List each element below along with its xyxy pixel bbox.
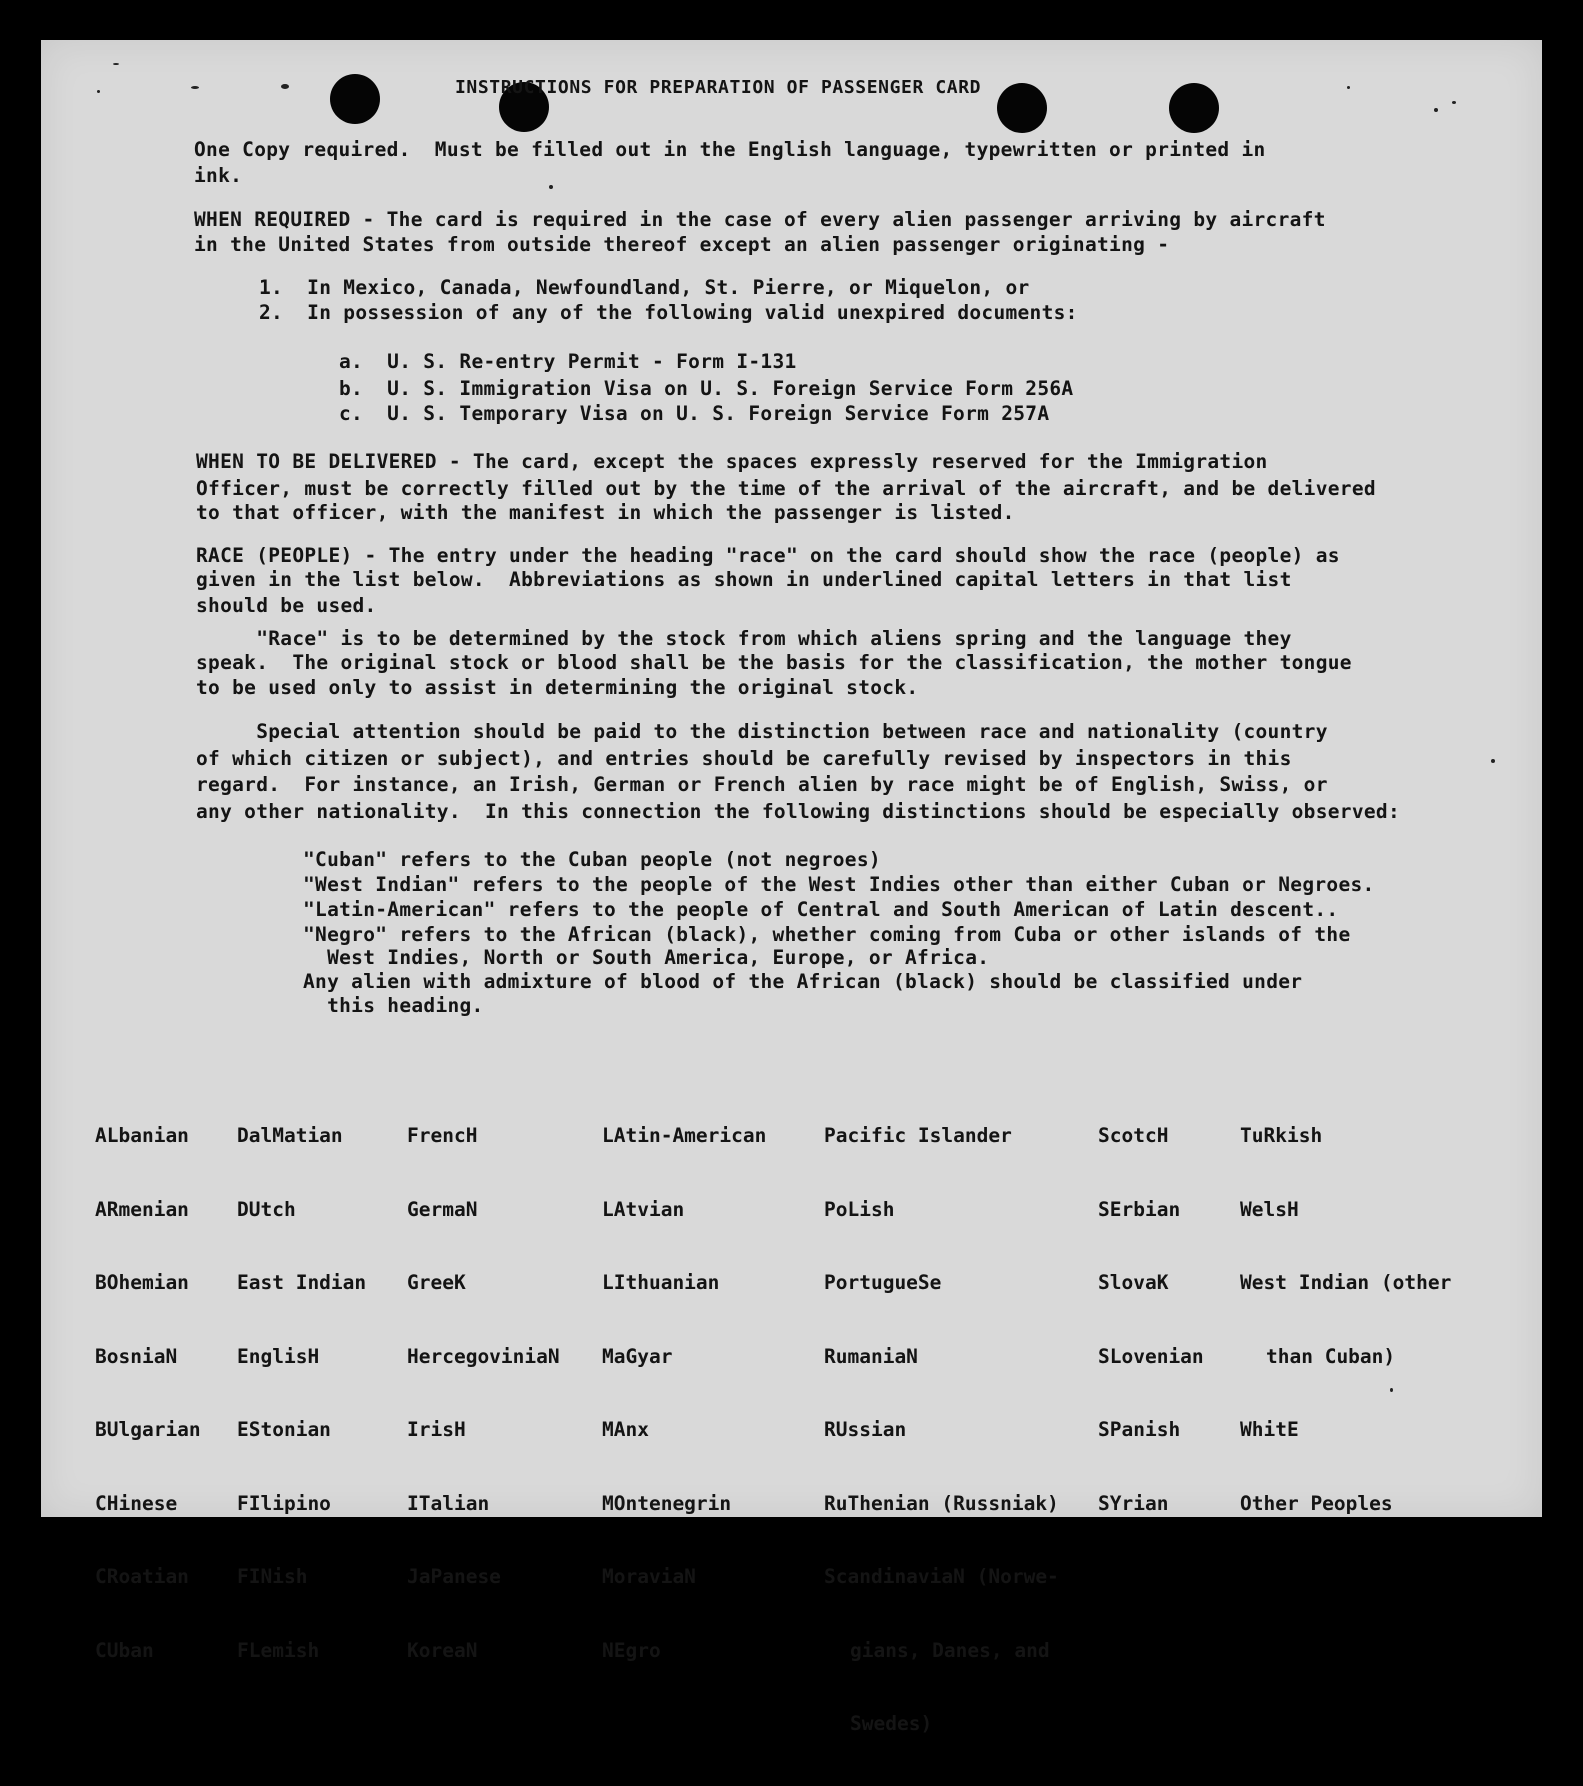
scan-speck [1452,101,1456,104]
race-list-column [1240,1075,1451,1565]
race-definition-line: speak. The original stock or blood shall be the basis for the classification, the mother tongue [196,651,1352,674]
special-attention-line: of which citizen or subject), and entries should be carefully revised by inspectors in this [196,747,1292,770]
race-list-item: SErbian [1098,1197,1181,1221]
race-list-item: JaPanese [407,1565,501,1588]
distinction-line: West Indies, North or South America, Europe, or Africa. [303,946,990,969]
race-list-item: HercegoviniaN [407,1344,560,1368]
race-list-item: CRoatian [95,1565,189,1588]
race-list-item: EnglisH [237,1344,320,1368]
race-list-column [602,1075,766,1712]
when-delivered-line: WHEN TO BE DELIVERED - The card, except the spaces expressly reserved for the Immigration [196,450,1268,473]
race-list-column [1098,1075,1204,1565]
race-list-item-continued: Swedes) [850,1712,933,1735]
race-list-item: IrisH [407,1418,466,1441]
race-list-item: MOntenegrin [602,1491,732,1515]
race-people-line: RACE (PEOPLE) - The entry under the heading "race" on the card should show the race (people) as [196,544,1340,567]
race-list-column [824,1075,1059,1786]
race-list-item: NEgro [602,1638,661,1662]
document-item: b. U. S. Immigration Visa on U. S. Foreign Service Form 256A [339,377,1074,400]
race-list-item: SPanish [1098,1418,1181,1441]
race-list-item: PortugueSe [824,1271,942,1294]
race-list-item: ITalian [407,1491,490,1515]
punch-hole [1169,83,1219,133]
race-list-item: MaGyar [602,1344,673,1368]
special-attention-line: Special attention should be paid to the distinction between race and nationality (country [196,720,1328,743]
when-required-line: in the United States from outside thereof except an alien passenger originating - [194,233,1170,256]
race-list-item: CHinese [95,1491,178,1515]
race-list-item: RUssian [824,1418,907,1441]
race-list-item: ScotcH [1098,1124,1169,1147]
scan-speck [97,90,100,93]
punch-hole [330,74,380,124]
scan-speck [1347,86,1350,89]
intro-line: ink. [194,164,243,187]
race-list-item: SlovaK [1098,1271,1169,1294]
race-list-item: LAtin-American [602,1124,767,1147]
race-list-item: WelsH [1240,1197,1299,1221]
race-list-item: WhitE [1240,1418,1299,1441]
race-definition-line: to be used only to assist in determining the original stock. [196,676,919,699]
race-list-column [407,1075,560,1712]
intro-line: One Copy required. Must be filled out in the English language, typewritten or printed in [194,138,1266,161]
scan-speck [549,185,553,189]
race-list-column [237,1075,366,1712]
race-list-item-continued: than Cuban) [1266,1344,1396,1368]
race-list-item-continued: gians, Danes, and [850,1638,1050,1662]
punch-hole [997,83,1047,133]
distinction-line: "West Indian" refers to the people of the West Indies other than either Cuban or Negroes. [303,873,1375,896]
document-page [41,40,1542,1735]
race-list-item: FrencH [407,1124,478,1147]
race-list-item: SYrian [1098,1491,1169,1515]
race-list-item: BosniaN [95,1344,178,1368]
race-list-item: SLovenian [1098,1344,1204,1368]
race-list-item: MoraviaN [602,1565,696,1588]
race-list-item: GreeK [407,1271,466,1294]
numbered-item: 1. In Mexico, Canada, Newfoundland, St. Pierre, or Miquelon, or [259,276,1030,299]
when-delivered-line: Officer, must be correctly filled out by the time of the arrival of the aircraft, and be delivered [196,477,1376,500]
document-item: a. U. S. Re-entry Permit - Form I-131 [339,350,797,373]
race-list-column [95,1075,201,1712]
distinction-line: "Cuban" refers to the Cuban people (not negroes) [303,848,881,871]
race-list-item: RumaniaN [824,1344,918,1368]
race-list-item: DUtch [237,1197,296,1221]
race-list-item: Pacific Islander [824,1124,1012,1147]
race-list-item: ALbanian [95,1124,189,1147]
scan-speck [191,86,199,89]
distinction-line: "Negro" refers to the African (black), whether coming from Cuba or other islands of the [303,923,1351,946]
race-list-item: LIthuanian [602,1271,720,1294]
document-item: c. U. S. Temporary Visa on U. S. Foreign Service Form 257A [339,402,1050,425]
race-people-line: given in the list below. Abbreviations as shown in underlined capital letters in that list [196,568,1292,591]
numbered-item: 2. In possession of any of the following valid unexpired documents: [259,301,1078,324]
race-list-item: FIlipino [237,1491,331,1515]
distinction-line: this heading. [303,994,484,1017]
race-list-item: DalMatian [237,1124,343,1147]
race-list-item: BOhemian [95,1271,189,1294]
distinction-line: Any alien with admixture of blood of the African (black) should be classified under [303,970,1303,993]
race-definition-line: "Race" is to be determined by the stock from which aliens spring and the language they [196,627,1292,650]
special-attention-line: any other nationality. In this connection the following distinctions should be especially observed: [196,800,1400,823]
race-list-item: EStonian [237,1418,331,1441]
scan-speck [1491,759,1495,763]
special-attention-line: regard. For instance, an Irish, German or French alien by race might be of English, Swiss, or [196,773,1328,796]
race-list-item: PoLish [824,1197,895,1221]
race-list-item: East Indian [237,1271,367,1294]
race-list-item: ARmenian [95,1197,189,1221]
scan-speck [281,84,289,89]
race-list-item: CUban [95,1638,154,1662]
race-people-line: should be used. [196,594,377,617]
race-list-item: BUlgarian [95,1418,201,1441]
document-title: INSTRUCTIONS FOR PREPARATION OF PASSENGER CARD [455,77,982,98]
race-list-item: RuThenian (Russniak) [824,1491,1059,1515]
race-list-item: TuRkish [1240,1124,1323,1147]
race-list-item: GermaN [407,1197,478,1221]
distinction-line: "Latin-American" refers to the people of Central and South American of Latin descent.. [303,898,1339,921]
scan-speck [113,63,119,65]
race-list-item: FINish [237,1565,308,1588]
race-list-item: FLemish [237,1638,320,1662]
race-list-item: West Indian (other [1240,1271,1452,1294]
scan-speck [1434,108,1438,112]
race-list-item: KoreaN [407,1638,478,1662]
when-required-line: WHEN REQUIRED - The card is required in the case of every alien passenger arriving by aircraft [194,208,1326,231]
race-list-item: Other Peoples [1240,1491,1393,1515]
race-list-item: MAnx [602,1418,649,1441]
race-list-item: LAtvian [602,1197,685,1221]
race-list-item: ScandinaviaN (Norwe- [824,1565,1059,1588]
when-delivered-line: to that officer, with the manifest in which the passenger is listed. [196,501,1015,524]
